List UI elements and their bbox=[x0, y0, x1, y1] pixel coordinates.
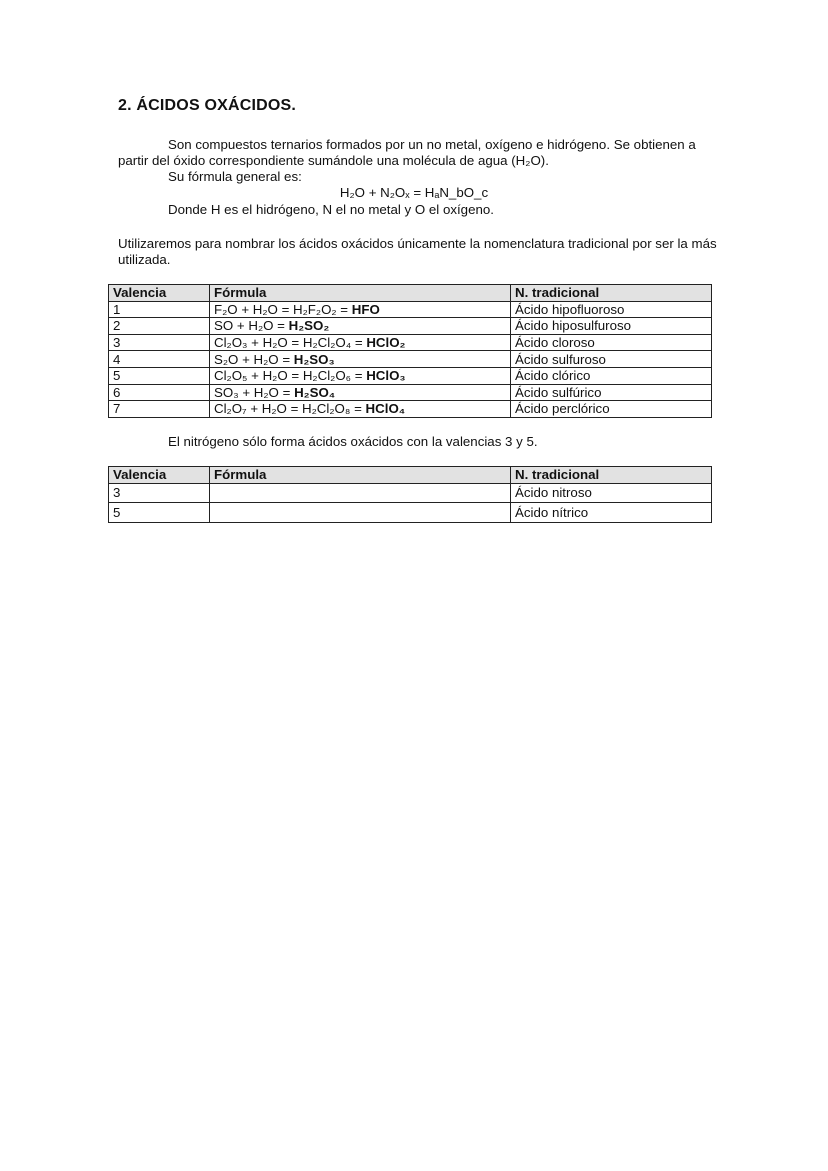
cell-name: Ácido cloroso bbox=[511, 334, 712, 351]
cell-valence: 5 bbox=[109, 367, 210, 384]
cell-name: Ácido sulfúrico bbox=[511, 384, 712, 401]
reaction-text: Cl₂O₇ + H₂O = H₂Cl₂O₈ = bbox=[214, 401, 362, 417]
acid-product: H₂SO₄ bbox=[294, 384, 336, 400]
table-row bbox=[109, 318, 712, 335]
section-title: 2. ÁCIDOS OXÁCIDOS. bbox=[118, 97, 297, 114]
general-formula: H₂O + N₂Oₓ = HₐN_bO_c bbox=[339, 185, 489, 200]
table-row bbox=[109, 301, 712, 318]
table-row bbox=[109, 351, 712, 368]
general-formula-intro: Su fórmula general es: bbox=[168, 169, 302, 184]
cell-name: Ácido sulfuroso bbox=[511, 351, 712, 368]
cell-valence: 1 bbox=[109, 301, 210, 318]
cell-name: Ácido hiposulfuroso bbox=[511, 318, 712, 335]
table-row bbox=[109, 503, 712, 523]
cell-valence: 3 bbox=[109, 483, 210, 503]
cell-valence: 3 bbox=[109, 334, 210, 351]
cell-name: Ácido nítrico bbox=[511, 503, 712, 523]
cell-name: Ácido clórico bbox=[511, 367, 712, 384]
header-traditional: N. tradicional bbox=[511, 467, 712, 484]
cell-valence: 2 bbox=[109, 318, 210, 335]
cell-formula bbox=[210, 318, 511, 335]
cell-valence: 6 bbox=[109, 384, 210, 401]
reaction-text: S₂O + H₂O = bbox=[214, 351, 291, 367]
table-row bbox=[109, 483, 712, 503]
header-formula: Fórmula bbox=[210, 285, 511, 302]
acid-product: HClO₂ bbox=[366, 335, 406, 351]
cell-formula bbox=[210, 401, 511, 418]
nitrogen-note: El nitrógeno sólo forma ácidos oxácidos con la valencias 3 y 5. bbox=[168, 434, 538, 449]
cell-formula bbox=[210, 384, 511, 401]
cell-valence: 5 bbox=[109, 503, 210, 523]
cell-formula bbox=[210, 301, 511, 318]
cell-name: Ácido perclórico bbox=[511, 401, 712, 418]
oxacid-table bbox=[108, 284, 712, 418]
cell-formula bbox=[210, 503, 511, 523]
header-valence: Valencia bbox=[109, 285, 210, 302]
reaction-text: SO₃ + H₂O = bbox=[214, 384, 291, 400]
reaction-text: Cl₂O₅ + H₂O = H₂Cl₂O₆ = bbox=[214, 368, 363, 384]
table-row bbox=[109, 384, 712, 401]
cell-formula bbox=[210, 334, 511, 351]
acid-product: HClO₄ bbox=[365, 401, 406, 417]
acid-product: H₂SO₂ bbox=[288, 318, 330, 334]
table-row bbox=[109, 401, 712, 418]
cell-formula bbox=[210, 351, 511, 368]
header-formula: Fórmula bbox=[210, 467, 511, 484]
acid-product: HFO bbox=[351, 301, 380, 317]
header-traditional: N. tradicional bbox=[511, 285, 712, 302]
cell-formula bbox=[210, 367, 511, 384]
table-header-row bbox=[109, 467, 712, 484]
acid-product: HClO₃ bbox=[366, 368, 406, 384]
cell-formula bbox=[210, 483, 511, 503]
intro-paragraph: Son compuestos ternarios formados por un no metal, oxígeno e hidrógeno. Se obtienen a partir del óxido correspondiente sumándole una molécula de agua (H₂O). bbox=[118, 137, 696, 168]
formula-explanation: Donde H es el hidrógeno, N el no metal y O el oxígeno. bbox=[168, 202, 494, 217]
table-header-row bbox=[109, 285, 712, 302]
nomenclature-note: Utilizaremos para nombrar los ácidos oxácidos únicamente la nomenclatura tradicional por ser la más utilizada. bbox=[118, 236, 717, 267]
header-valence: Valencia bbox=[109, 467, 210, 484]
reaction-text: F₂O + H₂O = H₂F₂O₂ = bbox=[214, 301, 349, 317]
cell-valence: 4 bbox=[109, 351, 210, 368]
table-row bbox=[109, 334, 712, 351]
cell-valence: 7 bbox=[109, 401, 210, 418]
acid-product: H₂SO₃ bbox=[293, 351, 335, 367]
reaction-text: SO + H₂O = bbox=[214, 318, 285, 334]
nitrogen-acid-table bbox=[108, 466, 712, 523]
reaction-text: Cl₂O₃ + H₂O = H₂Cl₂O₄ = bbox=[214, 335, 363, 351]
cell-name: Ácido hipofluoroso bbox=[511, 301, 712, 318]
table-row bbox=[109, 367, 712, 384]
cell-name: Ácido nitroso bbox=[511, 483, 712, 503]
